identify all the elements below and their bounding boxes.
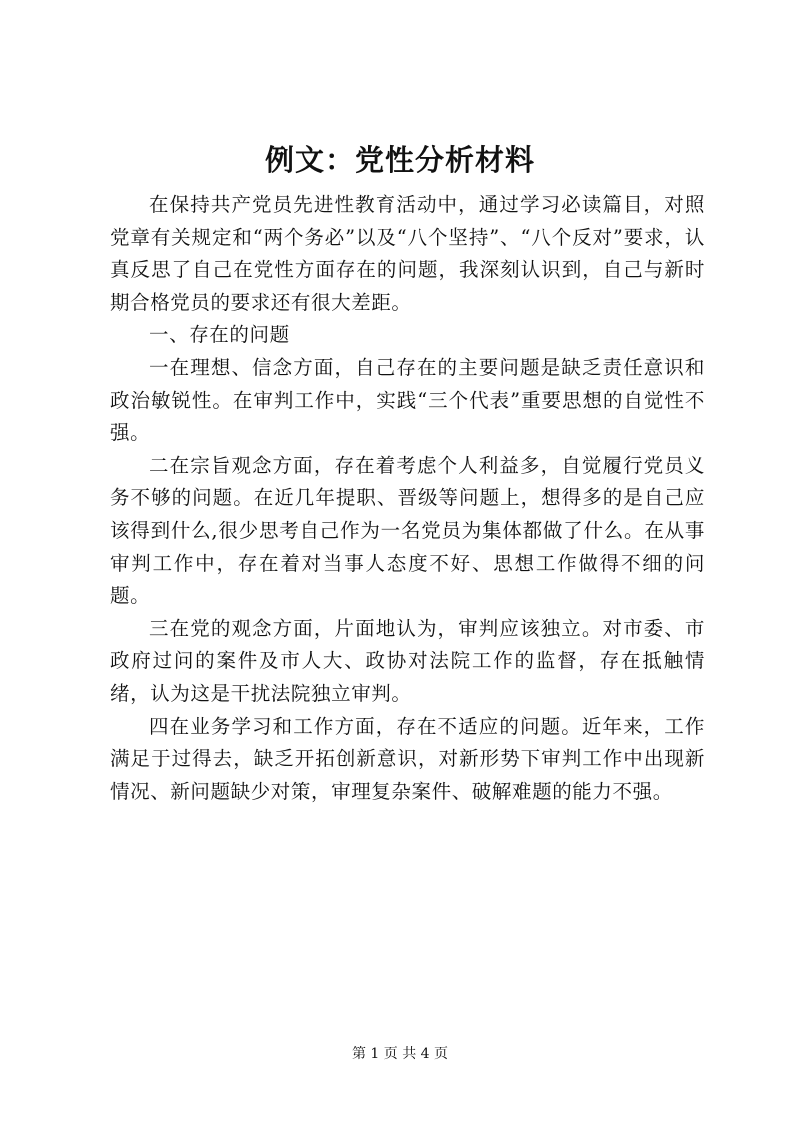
page-footer: 第 1 页 共 4 页 [351,1046,449,1062]
paragraph-ideals: 一在理想、信念方面，自己存在的主要问题是缺乏责任意识和政治敏锐性。在审判工作中，实践“三个代表”重要思想的自觉性不强。 [110,355,705,445]
document-title: 例文：党性分析材料 [264,143,535,177]
paragraph-party-concept: 三在党的观念方面，片面地认为，审判应该独立。对市委、市政府过问的案件及市人大、政协对法院工作的监督，存在抵触情绪，认为这是干扰法院独立审判。 [110,616,705,705]
paragraph-study-work: 四在业务学习和工作方面，存在不适应的问题。近年来，工作满足于过得去，缺乏开拓创新意识，对新形势下审判工作中出现新情况、新问题缺少对策，审理复杂案件、破解难题的能力不强。 [110,714,705,803]
section-heading: 一、存在的问题 [149,323,290,347]
intro-paragraph: 在保持共产党员先进性教育活动中，通过学习必读篇目，对照党章有关规定和“两个务必”以及“八个坚持”、“八个反对”要求，认真反思了自己在党性方面存在的问题，我深刻认识到，自己与新时期合格党员的要求还有很大差距。 [110,193,705,314]
document-body [110,189,705,808]
paragraph-purpose: 二在宗旨观念方面，存在着考虑个人利益多，自觉履行党员义务不够的问题。在近几年提职、晋级等问题上，想得多的是自己应该得到什么,很少思考自己作为一名党员为集体都做了什么。在从事审判工作中，存在着对当事人态度不好、思想工作做得不细的问题。 [110,453,705,608]
